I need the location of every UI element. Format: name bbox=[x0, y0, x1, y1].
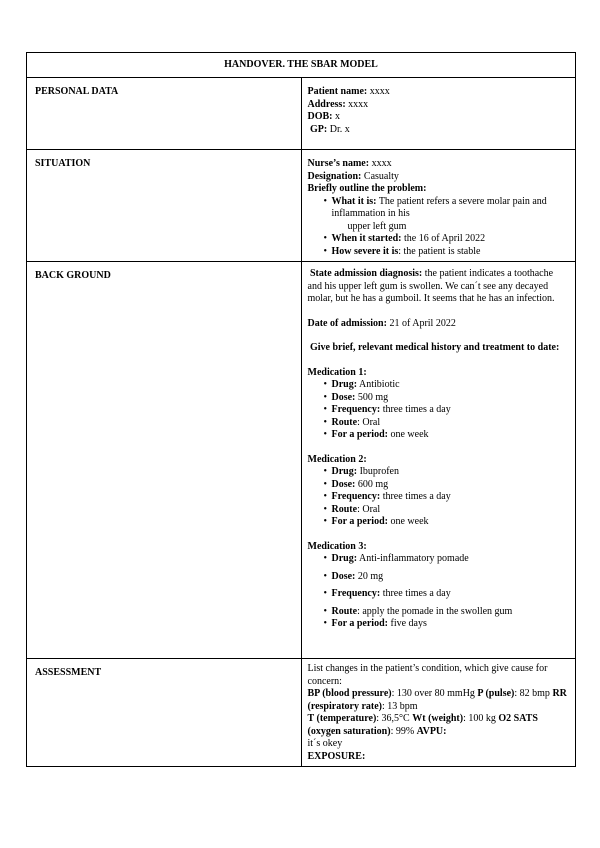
dose-value: 500 mg bbox=[355, 391, 389, 403]
o2-label: O2 SATS (oxygen saturation) bbox=[307, 713, 538, 737]
problem-severity bbox=[308, 246, 570, 259]
frequency-value: three times a day bbox=[380, 404, 451, 415]
med-dose bbox=[308, 392, 570, 405]
drug-label: Drug: bbox=[331, 553, 358, 564]
medication-title-text: Medication 2: bbox=[307, 453, 367, 465]
med-frequency bbox=[308, 404, 570, 417]
rr-label: RR (respiratory rate) bbox=[307, 688, 567, 712]
o2-value: : 99% bbox=[390, 725, 417, 737]
designation-line bbox=[308, 171, 570, 184]
medication-title bbox=[308, 454, 570, 467]
dose-value: 20 mg bbox=[355, 570, 384, 582]
route-label: Route bbox=[331, 503, 358, 515]
period-label: For a period: bbox=[331, 516, 388, 527]
dob-line bbox=[308, 111, 570, 124]
gp-line bbox=[308, 124, 570, 137]
personal-data-label: PERSONAL DATA bbox=[27, 78, 302, 150]
address-label: Address: bbox=[307, 98, 346, 110]
admission-value: 21 of April 2022 bbox=[386, 317, 456, 329]
route-value: : Oral bbox=[357, 503, 381, 515]
title-row bbox=[27, 53, 576, 78]
medication-title-text: Medication 1: bbox=[307, 366, 367, 378]
route-value: : apply the pomade in the swollen gum bbox=[357, 605, 513, 617]
dose-label: Dose: bbox=[331, 570, 356, 582]
weight-value: : 100 kg bbox=[463, 713, 499, 724]
designation-label: Designation: bbox=[307, 170, 362, 182]
personal-data-content bbox=[301, 78, 576, 150]
med-route bbox=[308, 417, 570, 430]
background-label: BACK GROUND bbox=[27, 262, 302, 659]
frequency-value: three times a day bbox=[380, 491, 451, 502]
personal-data-row bbox=[27, 78, 576, 150]
route-value: : Oral bbox=[357, 416, 381, 428]
drug-label: Drug: bbox=[331, 466, 358, 477]
weight-label: Wt (weight) bbox=[412, 713, 464, 724]
patient-name-value: xxxx bbox=[367, 86, 390, 97]
med-period bbox=[308, 618, 570, 631]
assessment-row bbox=[27, 659, 576, 767]
admission-label: Date of admission: bbox=[307, 317, 387, 329]
medication-title-text: Medication 3: bbox=[307, 540, 367, 552]
period-value: one week bbox=[387, 429, 429, 440]
patient-name-label: Patient name: bbox=[307, 86, 368, 97]
period-label: For a period: bbox=[331, 618, 388, 629]
dob-value: x bbox=[332, 111, 340, 122]
address-value: xxxx bbox=[345, 98, 369, 110]
dose-value: 600 mg bbox=[355, 478, 389, 490]
period-value: one week bbox=[387, 516, 429, 527]
dob-label: DOB: bbox=[307, 111, 333, 122]
background-content bbox=[301, 262, 576, 659]
when-label: When it started: bbox=[331, 233, 402, 244]
nurse-name-value: xxxx bbox=[369, 158, 392, 169]
outline-label: Briefly outline the problem: bbox=[307, 183, 427, 194]
medication-title bbox=[308, 541, 570, 554]
what-label: What it is: bbox=[331, 195, 377, 207]
med-route bbox=[308, 504, 570, 517]
frequency-label: Frequency: bbox=[331, 404, 381, 415]
exposure-line bbox=[308, 751, 570, 764]
assessment-label: ASSESSMENT bbox=[27, 659, 302, 767]
avpu-label: AVPU: bbox=[416, 725, 447, 737]
frequency-label: Frequency: bbox=[331, 491, 381, 502]
medication-details bbox=[308, 466, 570, 529]
med-drug bbox=[308, 466, 570, 479]
dose-label: Dose: bbox=[331, 478, 356, 490]
when-value: the 16 of April 2022 bbox=[401, 233, 486, 244]
assessment-intro: List changes in the patient’s condition, which give cause for concern: bbox=[307, 663, 548, 687]
med-dose bbox=[308, 571, 570, 584]
document-title: HANDOVER. THE SBAR MODEL bbox=[27, 53, 576, 78]
severity-value: : the patient is stable bbox=[398, 245, 481, 257]
medication-details bbox=[308, 379, 570, 442]
patient-name-line bbox=[308, 86, 570, 99]
gp-value: Dr. x bbox=[327, 123, 350, 135]
med-dose bbox=[308, 479, 570, 492]
gp-label: GP: bbox=[310, 123, 328, 135]
problem-list bbox=[308, 196, 570, 259]
bp-value: : 130 over 80 mmHg bbox=[391, 688, 478, 699]
sbar-table bbox=[26, 52, 576, 767]
medication-2 bbox=[308, 454, 570, 529]
problem-when bbox=[308, 233, 570, 246]
address-line bbox=[308, 99, 570, 112]
drug-label: Drug: bbox=[331, 379, 358, 390]
diagnosis-value: the patient indicates a toothache and his upper left gum is swollen. We can´t see any decayed molar, but he has a gumboil. It seems that he has an infection. bbox=[307, 268, 555, 304]
med-period bbox=[308, 516, 570, 529]
severity-label: How severe it is bbox=[331, 245, 399, 257]
med-period bbox=[308, 429, 570, 442]
background-row bbox=[27, 262, 576, 659]
designation-value: Casualty bbox=[361, 170, 399, 182]
med-frequency bbox=[308, 491, 570, 504]
sbar-document bbox=[26, 52, 576, 767]
pulse-label: P (pulse) bbox=[477, 688, 515, 699]
assessment-content bbox=[301, 659, 576, 767]
frequency-value: three times a day bbox=[380, 588, 451, 599]
nurse-name-label: Nurse’s name: bbox=[307, 158, 370, 169]
period-value: five days bbox=[387, 618, 427, 629]
what-value-2: upper left gum bbox=[347, 220, 407, 232]
nurse-name-line bbox=[308, 158, 570, 171]
medication-details bbox=[308, 553, 570, 631]
history-label: Give brief, relevant medical history and treatment to date: bbox=[310, 342, 560, 353]
period-label: For a period: bbox=[331, 429, 388, 440]
situation-label: SITUATION bbox=[27, 150, 302, 262]
outline-heading bbox=[308, 183, 570, 196]
med-drug bbox=[308, 379, 570, 392]
diagnosis-label: State admission diagnosis: bbox=[310, 268, 423, 279]
bp-label: BP (blood pressure) bbox=[307, 688, 392, 699]
medication-1 bbox=[308, 367, 570, 442]
drug-value: Anti-inflammatory pomade bbox=[357, 553, 469, 564]
rr-value: : 13 bpm bbox=[382, 700, 418, 712]
pulse-value: : 82 bmp bbox=[514, 688, 553, 699]
history-heading bbox=[308, 342, 570, 355]
temperature-value: : 36,5°C bbox=[376, 713, 413, 724]
medication-3 bbox=[308, 541, 570, 631]
what-value-1: The patient refers a severe molar pain and inflammation in his bbox=[331, 195, 547, 219]
admission-line bbox=[308, 318, 570, 331]
exposure-label: EXPOSURE: bbox=[307, 750, 366, 762]
route-label: Route bbox=[331, 416, 358, 428]
problem-what bbox=[308, 196, 570, 234]
temperature-label: T (temperature) bbox=[307, 713, 377, 724]
vitals-line-1 bbox=[308, 688, 570, 713]
drug-value: Antibiotic bbox=[357, 379, 400, 390]
dose-label: Dose: bbox=[331, 391, 356, 403]
med-frequency bbox=[308, 588, 570, 601]
situation-row bbox=[27, 150, 576, 262]
avpu-value: it´s okey bbox=[307, 738, 343, 749]
route-label: Route bbox=[331, 605, 358, 617]
vitals-line-2 bbox=[308, 713, 570, 738]
medication-title bbox=[308, 367, 570, 380]
frequency-label: Frequency: bbox=[331, 588, 381, 599]
med-route bbox=[308, 606, 570, 619]
drug-value: Ibuprofen bbox=[357, 466, 399, 477]
diagnosis-paragraph bbox=[308, 268, 570, 306]
med-drug bbox=[308, 553, 570, 566]
situation-content bbox=[301, 150, 576, 262]
